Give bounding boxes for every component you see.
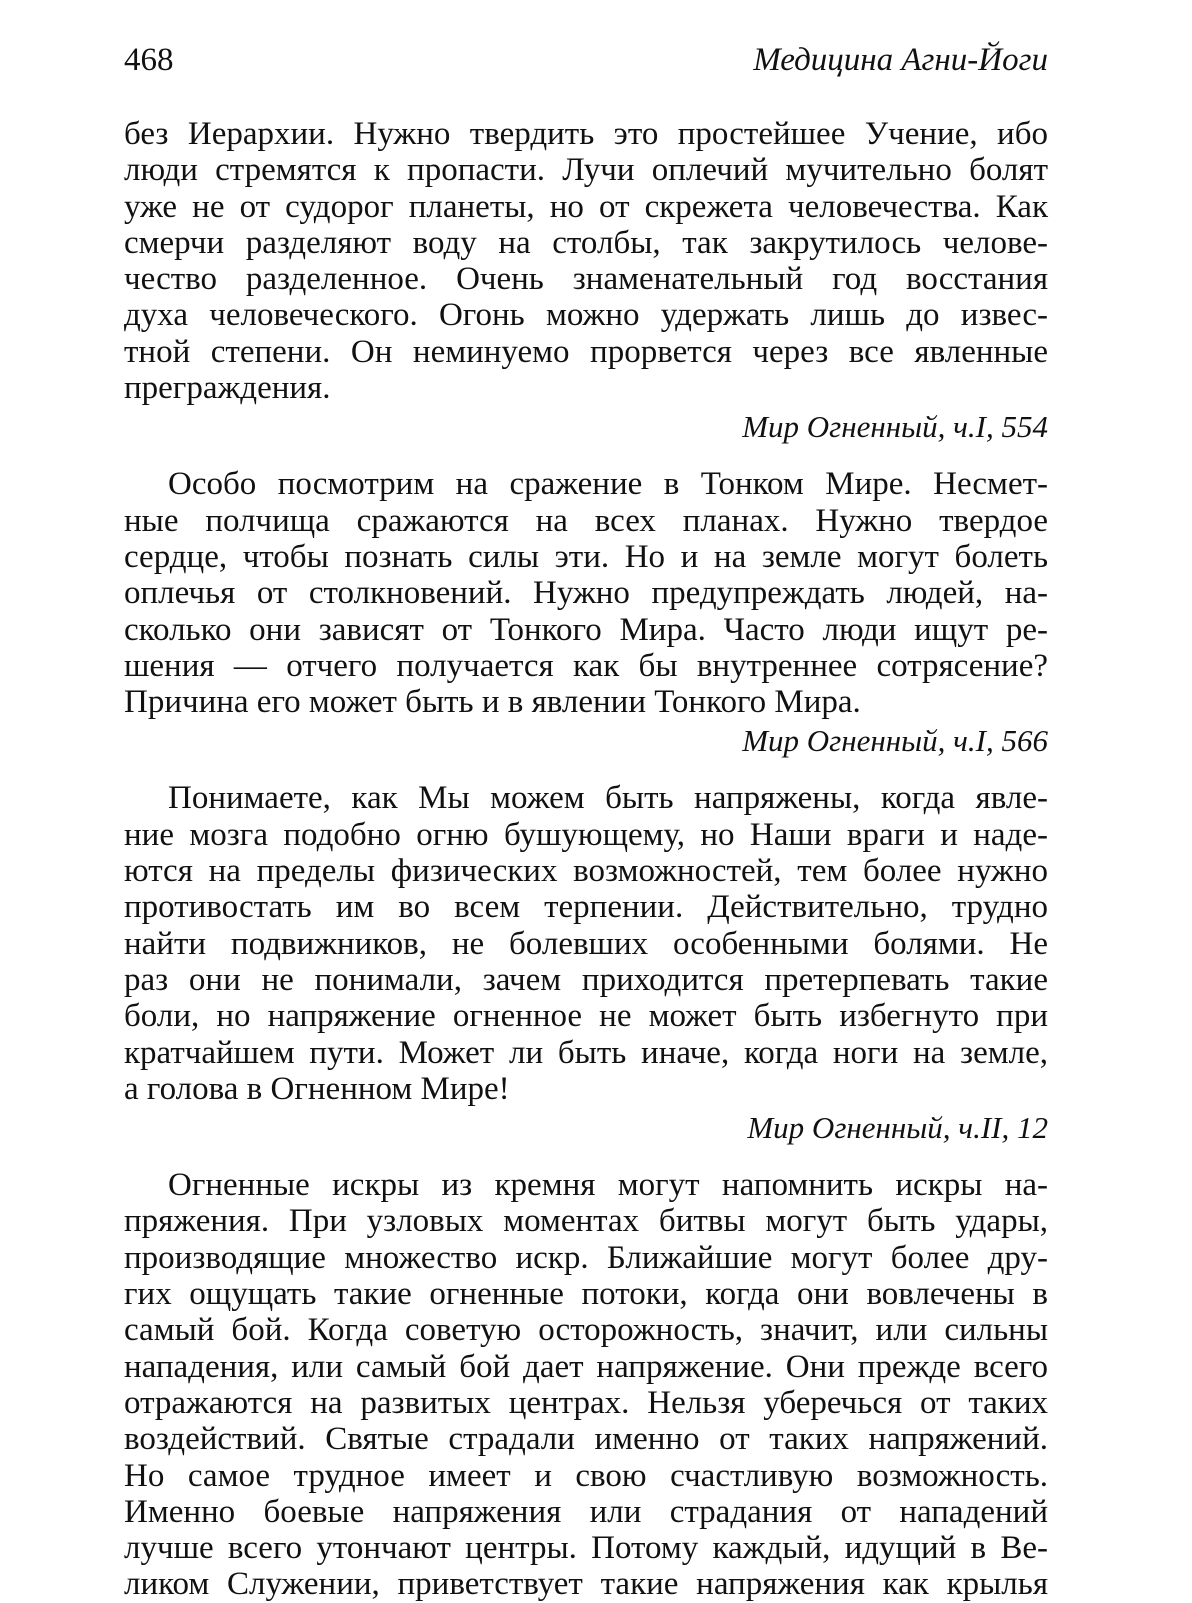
source-citation: Мир Огненный, ч.II, 12 [747,1110,1048,1146]
text-line: Причина его может быть и в явлении Тонкого Мира. [124,684,861,721]
text-line: противостать им во всем терпении. Действительно, трудно [124,889,1048,926]
text-line: сколько они зависят от Тонкого Мира. Часто люди ищут ре- [124,611,1048,648]
text-line: люди стремятся к пропасти. Лучи оплечий мучительно болят [124,152,1048,189]
text-line: Понимаете, как Мы можем быть напряжены, когда явле- [168,780,1048,817]
text-line: кратчайшем пути. Может ли быть иначе, когда ноги на земле, [124,1034,1048,1071]
paragraph-3 [124,780,1048,1107]
text-line: сердце, чтобы познать силы эти. Но и на земле могут болеть [124,538,1048,575]
text-line: ются на пределы физических возможностей, тем более нужно [124,853,1048,890]
text-line: уже не от судорог планеты, но от скрежета человечества. Как [124,188,1048,225]
text-line: преграждения. [124,370,331,407]
paragraph-2 [124,466,1048,720]
text-line: ные полчища сражаются на всех планах. Нужно твердое [124,502,1048,539]
running-title: Медицина Агни-Йоги [753,42,1048,78]
page-number: 468 [124,42,174,78]
text-line: гих ощущать такие огненные потоки, когда они вовлечены в [124,1276,1048,1313]
text-line: Именно боевые напряжения или страдания от нападений [124,1493,1048,1530]
text-line: оплечья от столкновений. Нужно предупреждать людей, на- [124,575,1048,612]
text-line: ликом Служении, приветствует такие напряжения как крылья [124,1566,1048,1603]
text-line: раз они не понимали, зачем приходится претерпевать такие [124,961,1048,998]
text-line: а голова в Огненном Мире! [124,1070,510,1107]
paragraph-4 [124,1167,1048,1603]
source-citation: Мир Огненный, ч.I, 554 [742,409,1048,445]
text-line: отражаются на развитых центрах. Нельзя уберечься от таких [124,1384,1048,1421]
text-line: производящие множество искр. Ближайшие могут более дру- [124,1239,1048,1276]
source-citation: Мир Огненный, ч.I, 566 [742,723,1048,759]
text-line: Но самое трудное имеет и свою счастливую возможность. [124,1457,1048,1494]
text-line: ние мозга подобно огню бушующему, но Наши враги и наде- [124,816,1048,853]
paragraph-1 [124,116,1048,406]
text-line: боли, но напряжение огненное не может быть избегнуто при [124,998,1048,1035]
text-line: чество разделенное. Очень знаменательный год восстания [124,261,1048,298]
text-line: смерчи разделяют воду на столбы, так закрутилось челове- [124,224,1048,261]
text-line: шения — отчего получается как бы внутреннее сотрясение? [124,647,1048,684]
text-line: нападения, или самый бой дает напряжение. Они прежде всего [124,1348,1048,1385]
text-line: Огненные искры из кремня могут напомнить искры на- [168,1167,1048,1204]
page-header [124,40,1048,86]
book-page [124,40,1048,1603]
text-line: найти подвижников, не болевших особенными болями. Не [124,925,1048,962]
text-line: духа человеческого. Огонь можно удержать лишь до извес- [124,297,1048,334]
text-line: пряжения. При узловых моментах битвы могут быть удары, [124,1203,1048,1240]
text-line: лучше всего утончают центры. Потому каждый, идущий в Ве- [124,1530,1048,1567]
text-line: тной степени. Он неминуемо прорвется через все явленные [124,333,1048,370]
text-line: без Иерархии. Нужно твердить это простейшее Учение, ибо [124,116,1048,152]
text-line: Особо посмотрим на сражение в Тонком Мире. Несмет- [168,466,1048,503]
text-line: воздействий. Святые страдали именно от таких напряжений. [124,1421,1048,1458]
text-line: самый бой. Когда советую осторожность, значит, или сильны [124,1312,1048,1349]
